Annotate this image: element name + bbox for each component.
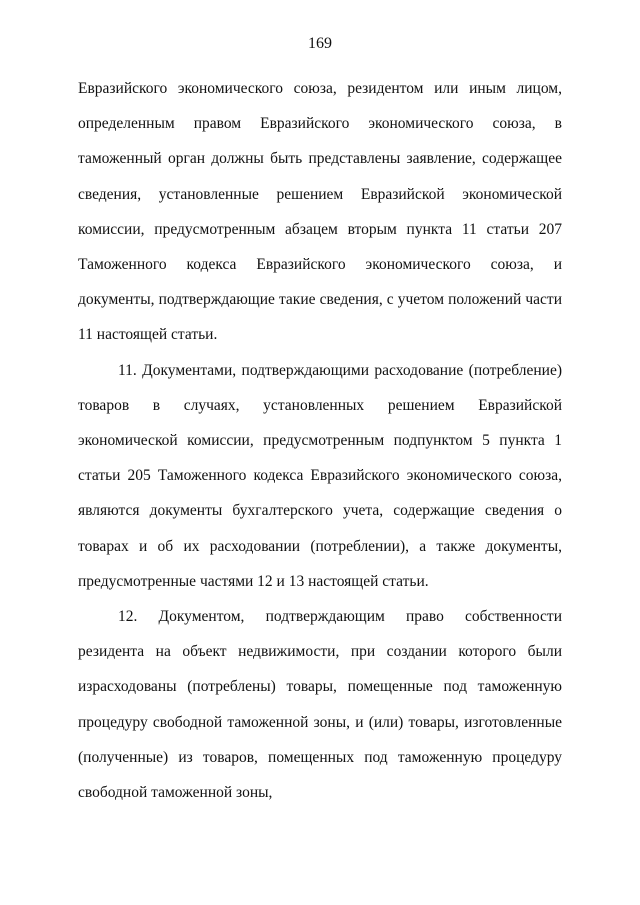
- paragraph-continuation: Евразийского экономического союза, резидентом или иным лицом, определенным правом Евразийского экономического союза, в таможенный орган должны быть представлены заявление, содержащее сведения, установленные решением Евразийской экономической комиссии, предусмотренным абзацем вторым пункта 11 статьи 207 Таможенного кодекса Евразийского экономического союза, и документы, подтверждающие такие сведения, с учетом положений части 11 настоящей статьи.: [78, 80, 562, 344]
- document-body: [78, 71, 562, 810]
- paragraph-12: 12. Документом, подтверждающим право собственности резидента на объект недвижимости, при создании которого были израсходованы (потреблены) товары, помещенные под таможенную процедуру свободной таможенной зоны, и (или) товары, изготовленные (полученные) из товаров, помещенных под таможенную процедуру свободной таможенной зоны,: [78, 608, 562, 802]
- page-number: 169: [308, 35, 332, 52]
- paragraph-11: 11. Документами, подтверждающими расходование (потребление) товаров в случаях, установленных решением Евразийской экономической комиссии, предусмотренным подпунктом 5 пункта 1 статьи 205 Таможенного кодекса Евразийского экономического союза, являются документы бухгалтерского учета, содержащие сведения о товарах и об их расходовании (потреблении), а также документы, предусмотренные частями 12 и 13 настоящей статьи.: [78, 361, 562, 590]
